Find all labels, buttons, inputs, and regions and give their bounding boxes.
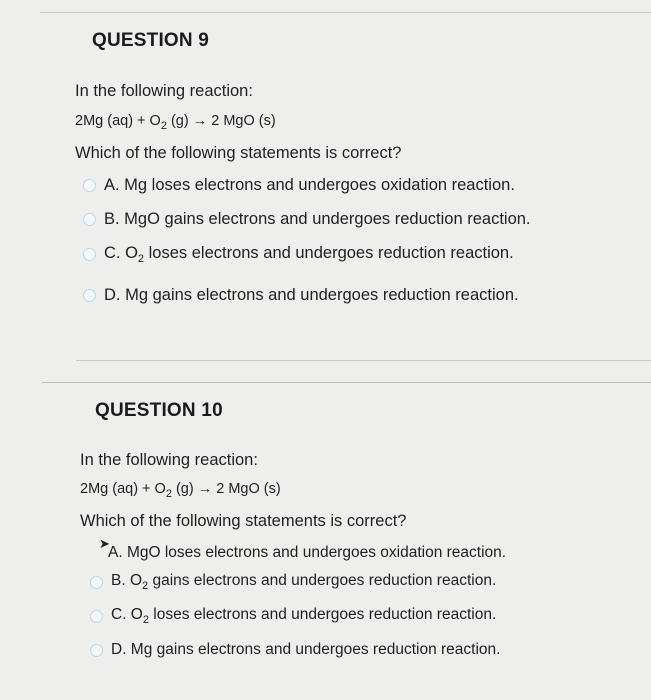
- question-10-prompt: Which of the following statements is correct?: [80, 512, 407, 530]
- q9-option-c[interactable]: [83, 244, 514, 265]
- question-10-title: QUESTION 10: [95, 400, 223, 421]
- question-9-prompt: Which of the following statements is correct?: [75, 144, 402, 162]
- radio-button[interactable]: [90, 644, 103, 657]
- q9-option-a[interactable]: [83, 176, 515, 195]
- radio-button[interactable]: [90, 610, 103, 623]
- question-9-intro: In the following reaction:: [75, 82, 253, 100]
- option-label: D. Mg gains electrons and undergoes reduction reaction.: [111, 641, 501, 658]
- divider-q9-bottom: [76, 360, 651, 361]
- q9-option-b[interactable]: [83, 210, 531, 229]
- option-label: A. MgO loses electrons and undergoes oxidation reaction.: [108, 544, 507, 561]
- question-10-reaction: [80, 481, 281, 500]
- option-label: D. Mg gains electrons and undergoes reduction reaction.: [104, 286, 519, 304]
- reaction-left: 2Mg (aq) + O: [75, 113, 161, 129]
- radio-button[interactable]: [83, 213, 96, 226]
- mouse-cursor-icon: ➤: [99, 536, 110, 551]
- question-9-reaction: [75, 113, 276, 132]
- option-label: B. $O_2$ gains electrons and undergoes reduction reaction.: [111, 572, 497, 592]
- q10-option-a[interactable]: [98, 544, 506, 562]
- reaction-left: 2Mg (aq) + O: [80, 481, 166, 497]
- reaction-right: (g) → 2 MgO (s): [166, 113, 276, 129]
- radio-button[interactable]: [83, 179, 96, 192]
- option-label: C. $O_2$ loses electrons and undergoes reduction reaction.: [104, 244, 514, 265]
- q10-option-b[interactable]: [90, 572, 496, 592]
- radio-button[interactable]: [90, 576, 103, 589]
- q10-option-d[interactable]: [90, 641, 500, 659]
- question-10-intro: In the following reaction:: [80, 451, 258, 469]
- q10-option-c[interactable]: [90, 606, 496, 626]
- radio-button[interactable]: [83, 248, 96, 261]
- option-label: B. MgO gains electrons and undergoes reduction reaction.: [104, 210, 531, 228]
- option-label: C. $O_2$ loses electrons and undergoes reduction reaction.: [111, 606, 497, 626]
- question-9-title: QUESTION 9: [92, 30, 210, 51]
- top-divider: [40, 12, 651, 13]
- divider-q10-top: [42, 382, 651, 383]
- radio-button[interactable]: [83, 289, 96, 302]
- q9-option-d[interactable]: [83, 286, 519, 305]
- reaction-subscript: 2: [165, 488, 172, 500]
- option-label: A. Mg loses electrons and undergoes oxidation reaction.: [104, 176, 515, 194]
- reaction-right: (g) → 2 MgO (s): [171, 481, 281, 497]
- reaction-subscript: 2: [160, 120, 167, 132]
